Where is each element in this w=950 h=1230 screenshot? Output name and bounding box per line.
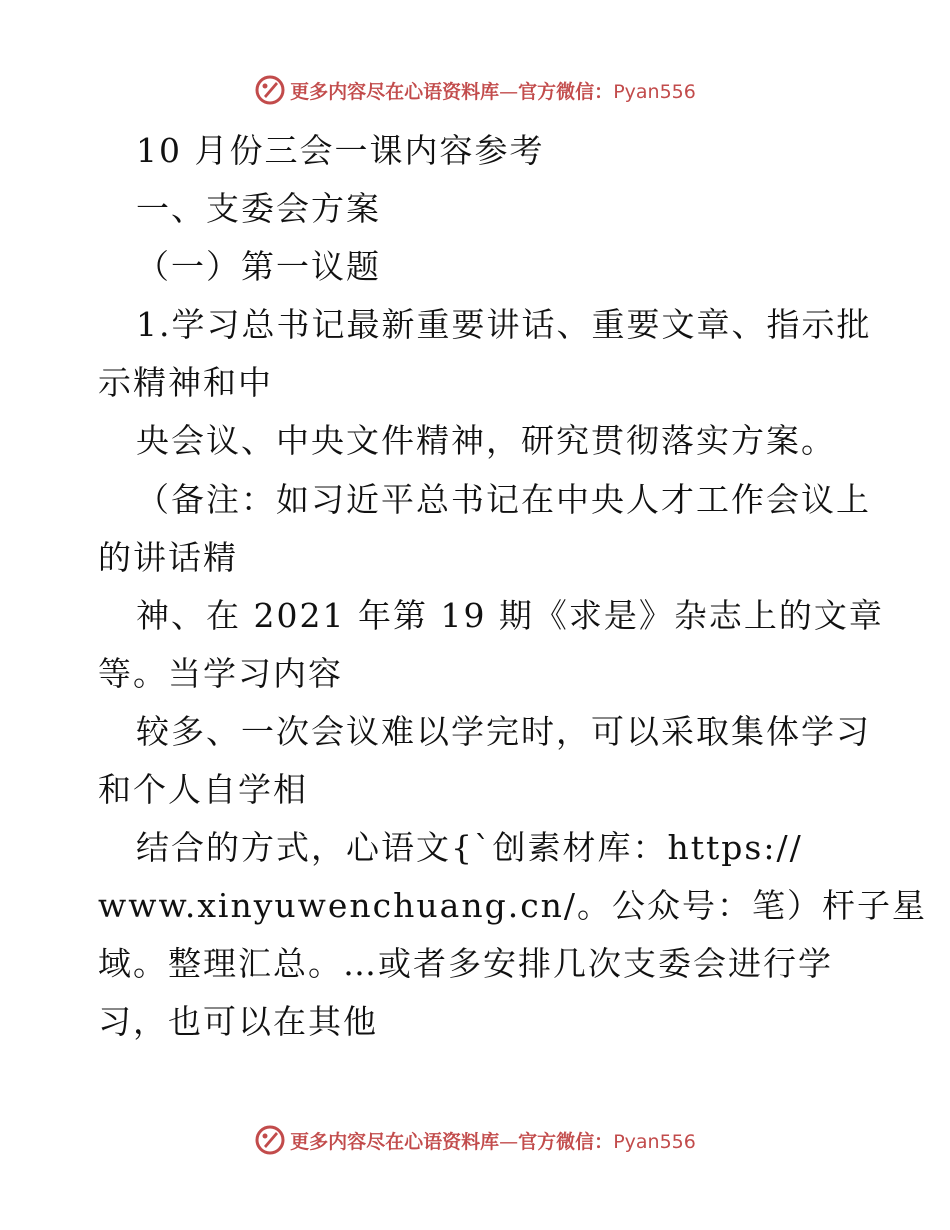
paragraph-line: 域。整理汇总。…或者多安排几次支委会进行学 xyxy=(98,944,833,984)
paragraph-line: 习，也可以在其他 xyxy=(98,1002,378,1042)
paragraph-line: 的讲话精 xyxy=(98,537,238,577)
paragraph-line: 示精神和中 xyxy=(98,363,273,403)
header-banner-suffix: 官方微信： xyxy=(518,80,614,103)
paragraph-line: 较多、一次会议难以学完时，可以采取集体学习 xyxy=(136,711,871,751)
header-banner-dash: — xyxy=(499,80,519,103)
header-banner-text xyxy=(290,77,696,104)
paragraph-line: 和个人自学相 xyxy=(98,770,308,810)
document-title: 10 月份三会一课内容参考 xyxy=(136,131,545,170)
paragraph-line: （备注：如习近平总书记在中央人才工作会议上 xyxy=(136,479,871,519)
paragraph-line: 央会议、中央文件精神，研究贯彻落实方案。 xyxy=(136,421,836,461)
footer-banner-title: 更多内容尽在心语资料库 xyxy=(290,1130,500,1153)
section-heading: 一、支委会方案 xyxy=(136,189,381,229)
footer-banner-dash: — xyxy=(499,1130,519,1153)
paragraph-line: 结合的方式，心语文{`创素材库：https:// xyxy=(136,828,803,868)
footer-banner-text xyxy=(290,1127,696,1154)
document-body xyxy=(98,122,928,1052)
paragraph-line: 1.学习总书记最新重要讲话、重要文章、指示批 xyxy=(136,305,872,345)
footer-banner xyxy=(0,1120,950,1160)
subsection-heading: （一）第一议题 xyxy=(136,247,381,287)
header-banner-title: 更多内容尽在心语资料库 xyxy=(290,80,500,103)
paragraph-line: 神、在 2021 年第 19 期《求是》杂志上的文章 xyxy=(136,595,884,635)
header-banner-account: Pyan556 xyxy=(613,80,696,103)
header-banner xyxy=(0,70,950,110)
brand-logo-icon xyxy=(254,1124,286,1156)
paragraph-line: www.xinyuwenchuang.cn/。公众号：笔）杆子星 xyxy=(98,886,928,926)
paragraph-line: 等。当学习内容 xyxy=(98,653,343,693)
footer-banner-account: Pyan556 xyxy=(613,1130,696,1153)
footer-banner-suffix: 官方微信： xyxy=(518,1130,614,1153)
brand-logo-icon xyxy=(254,74,286,106)
